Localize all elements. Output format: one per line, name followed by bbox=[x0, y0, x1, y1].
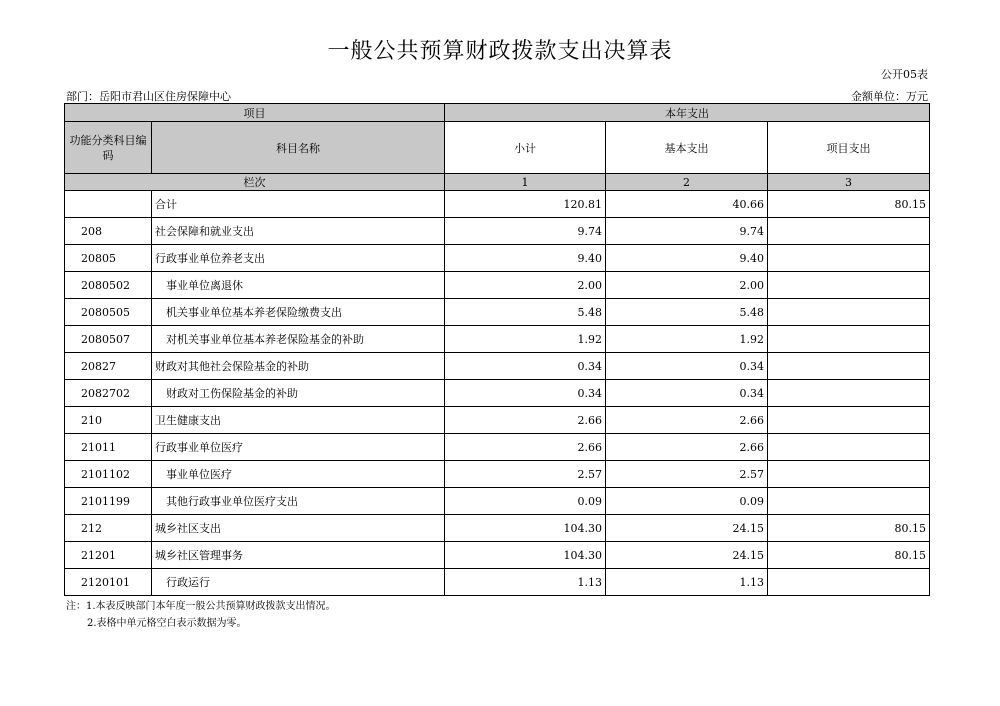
name-cell: 事业单位医疗 bbox=[152, 461, 445, 488]
subtotal-cell: 120.81 bbox=[445, 191, 606, 218]
code-cell: 21201 bbox=[65, 542, 152, 569]
header-row-2 bbox=[65, 122, 930, 174]
subtotal-cell: 9.40 bbox=[445, 245, 606, 272]
project-cell bbox=[768, 353, 930, 380]
current-year-header: 本年支出 bbox=[445, 104, 930, 122]
subtotal-cell: 1.92 bbox=[445, 326, 606, 353]
project-cell bbox=[768, 488, 930, 515]
table-row bbox=[65, 326, 930, 353]
project-cell bbox=[768, 245, 930, 272]
subtotal-header: 小计 bbox=[445, 122, 606, 174]
row-label-header: 栏次 bbox=[65, 174, 445, 191]
code-cell: 2080507 bbox=[65, 326, 152, 353]
name-header: 科目名称 bbox=[152, 122, 445, 174]
basic-cell: 9.74 bbox=[606, 218, 768, 245]
note-2: 2.表格中单元格空白表示数据为零。 bbox=[87, 618, 247, 629]
basic-cell: 40.66 bbox=[606, 191, 768, 218]
basic-cell: 1.92 bbox=[606, 326, 768, 353]
subtotal-cell: 9.74 bbox=[445, 218, 606, 245]
code-cell bbox=[65, 191, 152, 218]
basic-cell: 2.57 bbox=[606, 461, 768, 488]
col2-header: 2 bbox=[606, 174, 768, 191]
table-row bbox=[65, 245, 930, 272]
project-cell: 80.15 bbox=[768, 515, 930, 542]
table-row bbox=[65, 542, 930, 569]
name-cell: 行政运行 bbox=[152, 569, 445, 596]
subtotal-cell: 0.09 bbox=[445, 488, 606, 515]
expenditure-table bbox=[64, 103, 930, 596]
name-cell: 城乡社区管理事务 bbox=[152, 542, 445, 569]
name-cell: 事业单位离退休 bbox=[152, 272, 445, 299]
basic-cell: 24.15 bbox=[606, 542, 768, 569]
basic-cell: 0.09 bbox=[606, 488, 768, 515]
table-row bbox=[65, 353, 930, 380]
project-cell bbox=[768, 434, 930, 461]
table-row bbox=[65, 461, 930, 488]
table-row bbox=[65, 191, 930, 218]
basic-cell: 2.66 bbox=[606, 434, 768, 461]
page-title: 一般公共预算财政拨款支出决算表 bbox=[327, 39, 673, 64]
name-cell: 机关事业单位基本养老保险缴费支出 bbox=[152, 299, 445, 326]
project-cell bbox=[768, 326, 930, 353]
project-cell: 80.15 bbox=[768, 191, 930, 218]
code-cell: 210 bbox=[65, 407, 152, 434]
table-row bbox=[65, 299, 930, 326]
code-cell: 212 bbox=[65, 515, 152, 542]
basic-cell: 24.15 bbox=[606, 515, 768, 542]
code-header: 功能分类科目编码 bbox=[65, 122, 152, 174]
table-row bbox=[65, 272, 930, 299]
name-cell: 卫生健康支出 bbox=[152, 407, 445, 434]
project-cell bbox=[768, 569, 930, 596]
basic-cell: 9.40 bbox=[606, 245, 768, 272]
table-row bbox=[65, 488, 930, 515]
basic-header: 基本支出 bbox=[606, 122, 768, 174]
code-cell: 2082702 bbox=[65, 380, 152, 407]
header-row-3 bbox=[65, 174, 930, 191]
col1-header: 1 bbox=[445, 174, 606, 191]
name-cell: 行政事业单位医疗 bbox=[152, 434, 445, 461]
subtotal-cell: 2.57 bbox=[445, 461, 606, 488]
code-cell: 20805 bbox=[65, 245, 152, 272]
code-cell: 21011 bbox=[65, 434, 152, 461]
name-cell: 城乡社区支出 bbox=[152, 515, 445, 542]
table-row bbox=[65, 434, 930, 461]
basic-cell: 2.00 bbox=[606, 272, 768, 299]
name-cell: 行政事业单位养老支出 bbox=[152, 245, 445, 272]
table-row bbox=[65, 569, 930, 596]
subtotal-cell: 2.66 bbox=[445, 407, 606, 434]
table-row bbox=[65, 218, 930, 245]
name-cell: 财政对工伤保险基金的补助 bbox=[152, 380, 445, 407]
project-cell bbox=[768, 407, 930, 434]
name-cell: 社会保障和就业支出 bbox=[152, 218, 445, 245]
project-cell: 80.15 bbox=[768, 542, 930, 569]
code-cell: 2080505 bbox=[65, 299, 152, 326]
code-cell: 2120101 bbox=[65, 569, 152, 596]
header-row-1 bbox=[65, 104, 930, 122]
subtotal-cell: 1.13 bbox=[445, 569, 606, 596]
notes bbox=[66, 598, 336, 632]
project-cell bbox=[768, 299, 930, 326]
basic-cell: 0.34 bbox=[606, 380, 768, 407]
subtotal-cell: 0.34 bbox=[445, 353, 606, 380]
table-row bbox=[65, 515, 930, 542]
project-cell bbox=[768, 380, 930, 407]
form-number: 公开05表 bbox=[881, 68, 928, 81]
col3-header: 3 bbox=[768, 174, 930, 191]
code-cell: 20827 bbox=[65, 353, 152, 380]
subtotal-cell: 104.30 bbox=[445, 542, 606, 569]
project-cell bbox=[768, 218, 930, 245]
department-label: 部门：岳阳市君山区住房保障中心 bbox=[66, 90, 231, 103]
table-row bbox=[65, 380, 930, 407]
subtotal-cell: 104.30 bbox=[445, 515, 606, 542]
project-cell bbox=[768, 272, 930, 299]
basic-cell: 2.66 bbox=[606, 407, 768, 434]
subtotal-cell: 2.00 bbox=[445, 272, 606, 299]
amount-unit-label: 金额单位：万元 bbox=[851, 90, 928, 103]
code-cell: 2101199 bbox=[65, 488, 152, 515]
project-header: 项目支出 bbox=[768, 122, 930, 174]
subtotal-cell: 0.34 bbox=[445, 380, 606, 407]
item-header: 项目 bbox=[65, 104, 445, 122]
name-cell: 财政对其他社会保险基金的补助 bbox=[152, 353, 445, 380]
basic-cell: 5.48 bbox=[606, 299, 768, 326]
basic-cell: 0.34 bbox=[606, 353, 768, 380]
subtotal-cell: 2.66 bbox=[445, 434, 606, 461]
code-cell: 2101102 bbox=[65, 461, 152, 488]
code-cell: 208 bbox=[65, 218, 152, 245]
note-1: 注：1.本表反映部门本年度一般公共预算财政拨款支出情况。 bbox=[66, 601, 336, 612]
subtotal-cell: 5.48 bbox=[445, 299, 606, 326]
basic-cell: 1.13 bbox=[606, 569, 768, 596]
code-cell: 2080502 bbox=[65, 272, 152, 299]
name-cell: 合计 bbox=[152, 191, 445, 218]
name-cell: 对机关事业单位基本养老保险基金的补助 bbox=[152, 326, 445, 353]
table-row bbox=[65, 407, 930, 434]
project-cell bbox=[768, 461, 930, 488]
name-cell: 其他行政事业单位医疗支出 bbox=[152, 488, 445, 515]
